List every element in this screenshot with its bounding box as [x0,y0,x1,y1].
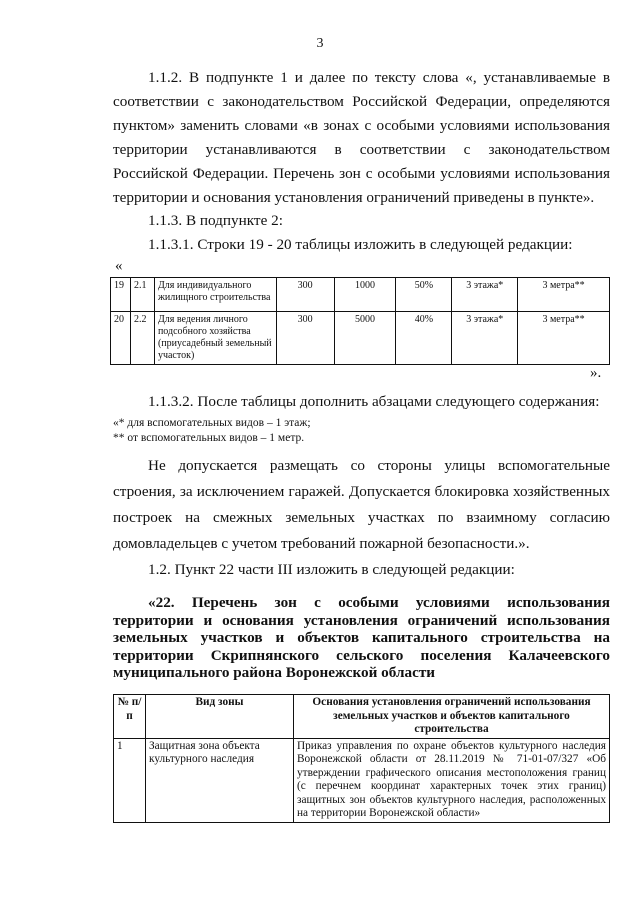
zones-table [113,694,610,823]
paragraph-1-1-3: 1.1.3. В подпункте 2: [148,212,283,229]
footnote-height: ** от вспомогательных видов – 1 метр. [113,432,305,444]
footnote-floors: «* для вспомогательных видов – 1 этаж; [113,417,311,429]
paragraph-not-allowed: Не допускается размещать со стороны улицы вспомогательные строения, за исключением гаражей. Допускается блокировка хозяйственных построек на смежных земельных участках по взаимному согласию домовладельцев с учетом требований пожарной безопасности.». [113,457,610,552]
header-num: № п/п [114,695,146,739]
table-row [111,278,610,312]
close-quote: ». [590,365,602,381]
paragraph-1-1-3-2: 1.1.3.2. После таблицы дополнить абзацами следующего содержания: [148,393,600,410]
table-cell: 1000 [334,278,396,312]
table-cell: 2.1 [130,278,154,312]
table-cell: 3 этажа* [452,312,518,365]
table-cell: Для ведения личного подсобного хозяйства (приусадебный земельный участок) [154,312,276,365]
table-cell: 3 этажа* [452,278,518,312]
table-cell: 19 [111,278,131,312]
table-header-row [114,695,610,739]
table-cell: 40% [396,312,452,365]
table-cell: 50% [396,278,452,312]
table-cell: Для индивидуального жилищного строительства [154,278,276,312]
section-22-heading: «22. Перечень зон с особыми условиями использования территории и основания установления ограничений использования земельных участков и объектов капитального строительства на территории Скрипнянского сельского поселения Калачеевского муниципального района Воронежской области [113,594,610,681]
cell-basis: Приказ управления по охране объектов культурного наследия Воронежской области от 28.11.2019 № 71-01-07/327 «Об утверждении графического описания местоположения границ (с перечнем координат характерных точек этих границ) защитных зон объектов культурного наследия, расположенных на территории Воронежской области» [294,738,610,822]
header-zone: Вид зоны [146,695,294,739]
cell-num: 1 [114,738,146,822]
table-row [111,312,610,365]
page-number: 3 [316,36,324,51]
table-cell: 2.2 [130,312,154,365]
paragraph-1-1-3-1: 1.1.3.1. Строки 19 - 20 таблицы изложить в следующей редакции: [148,236,573,253]
table-cell: 5000 [334,312,396,365]
table-cell: 300 [276,278,334,312]
table-cell: 20 [111,312,131,365]
table-row [114,738,610,822]
paragraph-1-2: 1.2. Пункт 22 части III изложить в следующей редакции: [148,561,515,578]
open-quote: « [115,258,123,274]
cell-zone: Защитная зона объекта культурного наследия [146,738,294,822]
land-parameters-table [110,277,610,365]
table-cell: 3 метра** [518,278,610,312]
paragraph-1-1-2: 1.1.2. В подпункте 1 и далее по тексту слова «, устанавливаемые в соответствии с законодательством Российской Федерации, определяются пунктом» заменить словами «в зонах с особыми условиями использования территории устанавливаются в соответствии с законодательством Российской Федерации. Перечень зон с особыми условиями использования территории и основания установления ограничений приведены в пункте». [113,69,610,206]
table-cell: 3 метра** [518,312,610,365]
table-cell: 300 [276,312,334,365]
header-basis: Основания установления ограничений использования земельных участков и объектов капитального строительства [294,695,610,739]
